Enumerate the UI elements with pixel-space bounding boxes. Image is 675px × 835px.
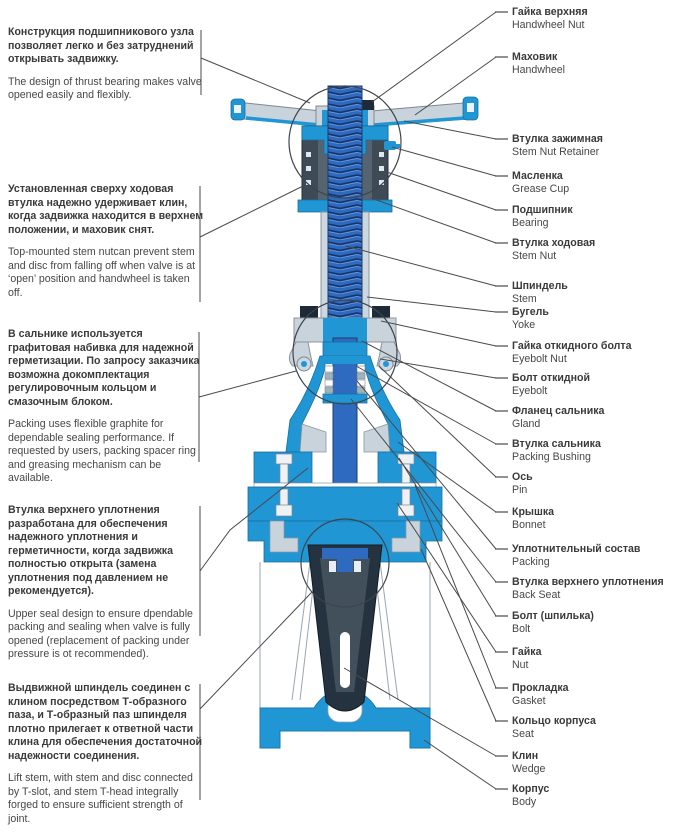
label-yoke bbox=[512, 306, 675, 332]
label-gasket bbox=[512, 682, 675, 708]
nut-right bbox=[398, 505, 414, 516]
note-stem-nut bbox=[8, 183, 206, 309]
note-t-slot bbox=[8, 682, 206, 835]
label-en: Stem bbox=[512, 293, 537, 305]
label-back-seat bbox=[512, 576, 675, 602]
note-en: Upper seal design to ensure dpendable packing and sealing when valve is fully opened (replacement of packing under pressure is ot recommended). bbox=[8, 607, 193, 660]
label-ru: Втулка ходовая bbox=[512, 237, 596, 249]
label-eyebolt bbox=[512, 372, 675, 398]
label-handwheel bbox=[512, 51, 675, 77]
label-body bbox=[512, 783, 675, 809]
label-ru: Болт (шпилька) bbox=[512, 610, 594, 622]
wedge bbox=[308, 545, 382, 711]
note-en: Lift stem, with stem and disc connected by T-slot, and stem T-head integrally forged to ensure sufficient strength of joint. bbox=[8, 772, 193, 825]
label-en: Packing bbox=[512, 556, 550, 568]
label-handwheel-nut bbox=[512, 6, 675, 32]
label-pin bbox=[512, 471, 675, 497]
label-en: Gland bbox=[512, 418, 541, 430]
label-eyebolt-nut bbox=[512, 340, 675, 366]
label-ru: Втулка зажимная bbox=[512, 133, 603, 145]
label-ru: Масленка bbox=[512, 170, 563, 182]
note-ru: Втулка верхнего уплотнения разработана для обеспечения надежного уплотнения и герметичности, когда задвижка полностью открыта (замена уплотнения под давлением не рекомендуется). bbox=[8, 504, 173, 597]
label-stem-nut bbox=[512, 237, 675, 263]
wedge-slot bbox=[340, 632, 350, 688]
label-stem-nut-retainer bbox=[512, 133, 675, 159]
note-en: Top-mounted stem nutcan prevent stem and disc from falling off when valve is at ‘open’ position and handwheel is taken off. bbox=[8, 246, 196, 299]
label-ru: Корпус bbox=[512, 783, 550, 795]
stem-t-head bbox=[322, 548, 368, 559]
note-ru: Установленная сверху ходовая втулка надежно удерживает клин, когда задвижка находится в верхнем положении, и маховик снят. bbox=[8, 183, 204, 236]
nut-left bbox=[276, 505, 292, 516]
label-en: Packing Bushing bbox=[512, 451, 591, 463]
gland bbox=[323, 342, 367, 356]
label-ru: Клин bbox=[512, 750, 539, 762]
note-thrust-bearing bbox=[8, 26, 206, 112]
pin-left bbox=[301, 361, 307, 367]
label-ru: Подшипник bbox=[512, 204, 573, 216]
label-ru: Втулка верхнего уплотнения bbox=[512, 576, 664, 588]
label-ru: Кольцо корпуса bbox=[512, 715, 596, 727]
label-wedge bbox=[512, 750, 675, 776]
label-en: Eyebolt bbox=[512, 385, 548, 397]
label-en: Yoke bbox=[512, 319, 536, 331]
label-bonnet bbox=[512, 506, 675, 532]
label-en: Bolt bbox=[512, 623, 531, 635]
note-ru: В сальнике используется графитовая набивка для надежной герметизации. По запросу заказчика возможна докомплектация регулировочным кольцом и смазочным блоком. bbox=[8, 328, 200, 408]
label-ru: Гайка верхняя bbox=[512, 6, 588, 18]
label-stem bbox=[512, 280, 675, 306]
label-ru: Крышка bbox=[512, 506, 555, 518]
note-en: The design of thrust bearing makes valve opened easily and flexibly. bbox=[8, 75, 202, 101]
label-en: Wedge bbox=[512, 763, 546, 775]
label-en: Gasket bbox=[512, 695, 546, 707]
label-ru: Прокладка bbox=[512, 682, 569, 694]
label-ru: Шпиндель bbox=[512, 280, 568, 292]
label-en: Stem Nut Retainer bbox=[512, 146, 600, 158]
label-bolt bbox=[512, 610, 675, 636]
label-ru: Фланец сальника bbox=[512, 405, 605, 417]
label-en: Stem Nut bbox=[512, 250, 557, 262]
label-en: Handwheel Nut bbox=[512, 19, 585, 31]
label-packing bbox=[512, 543, 675, 569]
note-ru: Выдвижной шпиндель соединен с клином посредством Т-образного паза, и Т-образный паз шпинделя плотно прилегает к ответной части клина для обеспечения достаточной надежности соединения. bbox=[8, 682, 203, 762]
label-gland bbox=[512, 405, 675, 431]
label-en: Eyebolt Nut bbox=[512, 353, 567, 365]
note-ru: Конструкция подшипникового узла позволяет легко и без затруднений открывать задвижку. bbox=[8, 26, 194, 65]
label-ru: Бугель bbox=[512, 306, 549, 318]
label-en: Bearing bbox=[512, 217, 549, 229]
label-ru: Уплотнительный состав bbox=[512, 543, 641, 555]
label-ticks bbox=[495, 12, 508, 789]
label-en: Body bbox=[512, 796, 537, 808]
gasket bbox=[254, 483, 436, 487]
label-en: Back Seat bbox=[512, 589, 561, 601]
bolt-right bbox=[398, 454, 414, 464]
label-en: Bonnet bbox=[512, 519, 546, 531]
label-seat bbox=[512, 715, 675, 741]
label-grease-cup bbox=[512, 170, 675, 196]
bolt-left bbox=[276, 454, 292, 464]
grease-cup bbox=[384, 141, 396, 150]
label-en: Grease Cup bbox=[512, 183, 570, 195]
label-ru: Ось bbox=[512, 471, 533, 483]
label-en: Pin bbox=[512, 484, 528, 496]
note-en: Packing uses flexible graphite for dependable sealing performance. If requested by users, packing spacer ring and greasing mechanism can be available. bbox=[8, 418, 196, 484]
note-packing bbox=[8, 328, 206, 495]
label-ru: Болт откидной bbox=[512, 372, 590, 384]
label-en: Seat bbox=[512, 728, 534, 740]
label-ru: Гайка откидного болта bbox=[512, 340, 632, 352]
eyebolt-nut-left bbox=[300, 306, 318, 319]
label-nut bbox=[512, 646, 675, 672]
label-packing-bushing bbox=[512, 438, 675, 464]
seat-outline bbox=[292, 562, 310, 700]
label-en: Nut bbox=[512, 659, 529, 671]
note-back-seat bbox=[8, 504, 206, 671]
label-ru: Гайка bbox=[512, 646, 542, 658]
label-bearing bbox=[512, 204, 675, 230]
label-ru: Маховик bbox=[512, 51, 558, 63]
pin-right bbox=[383, 361, 389, 367]
eyebolt-nut-right bbox=[372, 306, 390, 319]
label-en: Handwheel bbox=[512, 64, 566, 76]
label-ru: Втулка сальника bbox=[512, 438, 601, 450]
